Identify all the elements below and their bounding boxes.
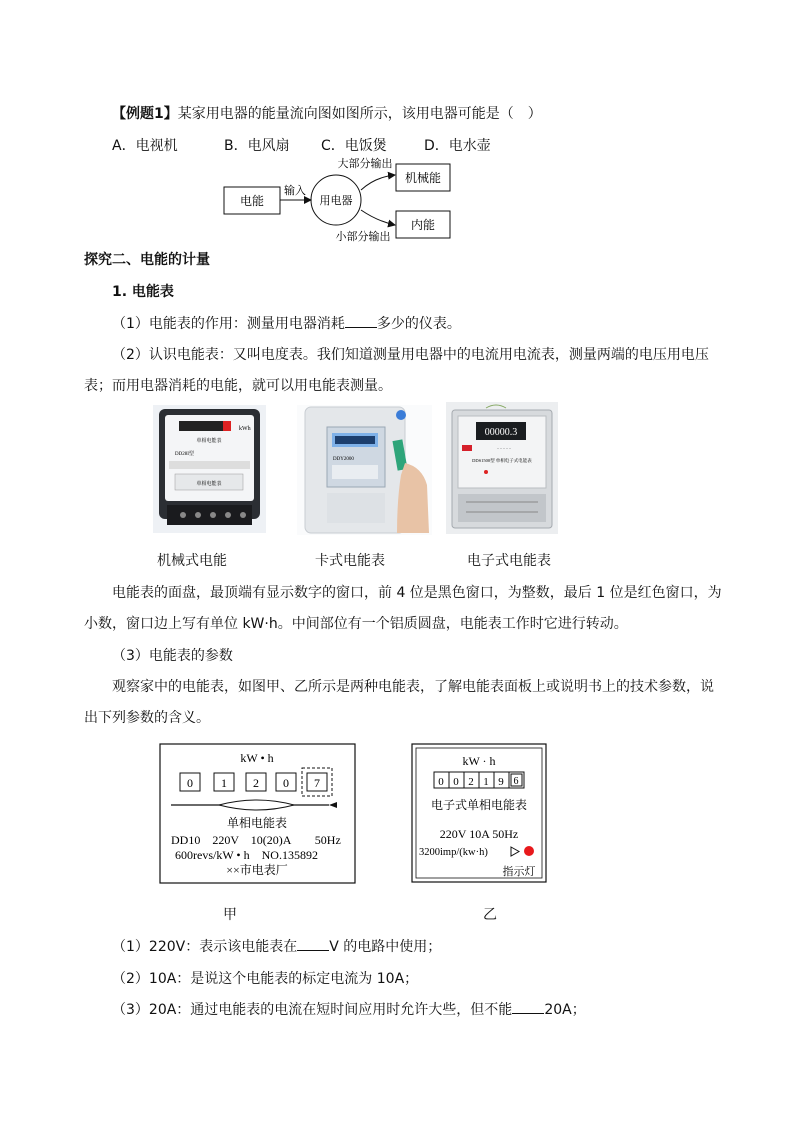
svg-text:DDS1500型 单相电子式电能表: DDS1500型 单相电子式电能表	[472, 458, 532, 463]
meter-b-spec2: 3200imp/(kw·h)	[419, 847, 488, 858]
energy-flow-diagram	[215, 155, 455, 245]
desc-line1: 电能表的面盘，最顶端有显示数字的窗口，前 4 位是黑色窗口，为整数，最后 1 位是红色窗口，为	[112, 585, 722, 601]
electronic-meter-photo	[446, 402, 558, 534]
meter-b-caption: 乙	[483, 907, 497, 923]
caption-card: 卡式电能表	[315, 553, 385, 569]
out2-label: 内能	[410, 218, 436, 232]
svg-text:00000.3: 00000.3	[484, 427, 518, 438]
out1-label: 机械能	[404, 171, 442, 185]
option-b: B．电风扇	[224, 138, 290, 154]
meter-b-unit: kW · h	[462, 754, 496, 768]
svg-text:单相电能表: 单相电能表	[196, 439, 222, 444]
meter-a-digit-3: 2	[253, 776, 259, 790]
source-label: 电能	[239, 194, 265, 208]
svg-text:DDY2000: DDY2000	[333, 457, 354, 462]
meter-a-maker: ××市电表厂	[226, 863, 288, 877]
svg-text:DD28I型: DD28I型	[175, 452, 194, 457]
meter-a-caption: 甲	[223, 907, 237, 923]
meter-a-spec1: DD10 220V 10(20)A 50Hz	[171, 833, 341, 847]
input-label: 输入	[284, 185, 306, 197]
mechanical-meter-photo	[153, 405, 266, 533]
meter-a-name: 单相电能表	[226, 816, 288, 830]
meter-b-name: 电子式单相电能表	[430, 798, 528, 812]
subsection-title: 1. 电能表	[112, 284, 174, 300]
desc-observe-1: 观察家中的电能表，如图甲、乙所示是两种电能表，了解电能表面板上或说明书上的技术参数，说	[112, 679, 714, 695]
meter-a-digit-4: 0	[283, 776, 289, 790]
paragraph-2-line2: 表；而用电器消耗的电能，就可以用电能表测量。	[84, 378, 392, 394]
param-1-before: （1）220V：表示该电能表在	[112, 939, 298, 955]
meter-a-diagram	[159, 743, 357, 885]
paragraph-1	[112, 313, 461, 333]
svg-text:··········: ··········	[496, 446, 512, 451]
param-2: （2）10A：是说这个电能表的标定电流为 10A；	[112, 971, 419, 987]
meter-b-digit-6: 6	[513, 776, 519, 787]
param-3-after: 20A；	[544, 1002, 586, 1018]
param-3-before: （3）20A：通过电能表的电流在短时间应用时允许大些，但不能	[112, 1002, 513, 1018]
meter-b-digit-4: 1	[483, 776, 489, 788]
blank-1	[345, 315, 377, 328]
indicator-lamp	[524, 846, 534, 856]
minor-label: 小部分输出	[335, 231, 391, 243]
blank-2	[297, 938, 329, 951]
card-meter-photo	[297, 405, 432, 535]
option-d: D．电水壶	[424, 138, 491, 154]
option-c: C．电饭煲	[321, 138, 387, 154]
meter-b-digit-2: 0	[453, 776, 459, 788]
example-question	[112, 103, 542, 123]
major-arrow	[361, 175, 395, 190]
meter-a-digit-5: 7	[314, 776, 320, 790]
blank-3	[512, 1001, 544, 1014]
caption-mechanical: 机械式电能	[157, 553, 227, 569]
param-3	[112, 999, 586, 1019]
minor-arrow	[361, 210, 395, 225]
meter-a-digit-1: 0	[187, 776, 193, 790]
desc-observe-2: 出下列参数的含义。	[84, 710, 210, 726]
major-label: 大部分输出	[337, 158, 393, 170]
example-tag: 【例题1】	[112, 106, 178, 122]
option-a: A．电视机	[112, 138, 178, 154]
param-1-after: V 的电路中使用；	[329, 939, 442, 955]
desc-params-title: （3）电能表的参数	[112, 648, 233, 664]
meter-b-digit-1: 0	[438, 776, 444, 788]
example-text: 某家用电器的能量流向图如图所示，该用电器可能是（ ）	[177, 106, 542, 122]
meter-a-digit-2: 1	[221, 776, 227, 790]
paragraph-2-line1: （2）认识电能表：又叫电度表。我们知道测量用电器中的电流用电流表，测量两端的电压用电压	[112, 347, 709, 363]
meter-a-unit: kW • h	[240, 751, 274, 765]
meter-a-spec2: 600revs/kW • h NO.135892	[175, 848, 318, 862]
meter-b-diagram	[411, 743, 547, 883]
meter-b-spec1: 220V 10A 50Hz	[439, 827, 519, 841]
svg-text:单相电能表: 单相电能表	[196, 482, 222, 487]
caption-electronic: 电子式电能表	[467, 553, 551, 569]
p1-before: （1）电能表的作用：测量用电器消耗	[112, 316, 345, 332]
meter-b-indicator: 指示灯	[502, 866, 536, 878]
svg-text:kWh: kWh	[239, 426, 251, 432]
param-1	[112, 936, 441, 956]
p1-after: 多少的仪表。	[376, 316, 461, 332]
desc-line2: 小数，窗口边上写有单位 kW·h。中间部位有一个铝质圆盘，电能表工作时它进行转动。	[84, 616, 628, 632]
meter-b-digit-5: 9	[498, 776, 504, 788]
meter-b-digit-3: 2	[468, 776, 474, 788]
section-title: 探究二、电能的计量	[84, 252, 210, 268]
device-label: 用电器	[319, 195, 353, 207]
